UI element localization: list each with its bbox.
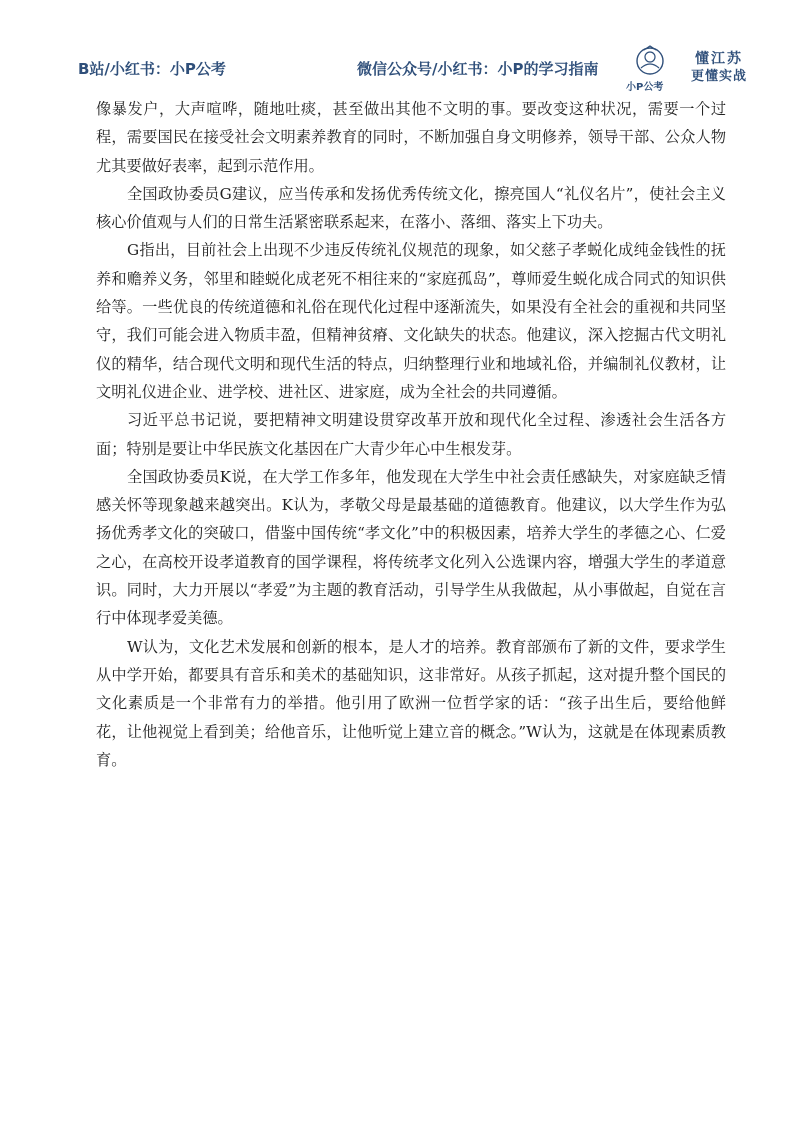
header-left-text: B站/小红书：小P公考 xyxy=(78,60,226,78)
page-header xyxy=(0,0,800,96)
brand-logo-icon xyxy=(626,44,674,92)
logo-graphic xyxy=(626,44,674,78)
paragraph-4: 习近平总书记说，要把精神文明建设贯穿改革开放和现代化全过程、渗透社会生活各方面；特别是要让中华民族文化基因在广大青少年心中生根发芽。 xyxy=(96,411,726,458)
paragraph-5: 全国政协委员K说，在大学工作多年，他发现在大学生中社会责任感缺失，对家庭缺乏情感关怀等现象越来越突出。K认为，孝敬父母是最基础的道德教育。他建议，以大学生作为弘扬优秀孝文化的突破口，借鉴中国传统“孝文化”中的积极因素，培养大学生的孝德之心、仁爱之心，在高校开设孝道教育的国学课程，将传统孝文化列入公选课内容，增强大学生的孝道意识。同时，大力开展以“孝爱”为主题的教育活动，引导学生从我做起，从小事做起，自觉在言行中体现孝爱美德。 xyxy=(96,467,726,628)
paragraph-3: G指出，目前社会上出现不少违反传统礼仪规范的现象，如父慈子孝蜕化成纯金钱性的抚养和赡养义务，邻里和睦蜕化成老死不相往来的“家庭孤岛”，尊师爱生蜕化成合同式的知识供给等。一些优良的传统道德和礼俗在现代化过程中逐渐流失，如果没有全社会的重视和共同坚守，我们可能会进入物质丰盈，但精神贫瘠、文化缺失的状态。他建议，深入挖掘古代文明礼仪的精华，结合现代文明和现代生活的特点，归纳整理行业和地域礼俗，并编制礼仪教材，让文明礼仪进企业、进学校、进社区、进家庭，成为全社会的共同遵循。 xyxy=(96,241,726,401)
slogan-line-2: 更懂实战 xyxy=(690,69,747,84)
logo-caption: 小P公考 xyxy=(626,82,664,93)
header-right-text: 微信公众号/小红书：小P的学习指南 xyxy=(357,60,599,78)
article-body xyxy=(96,95,726,774)
slogan-line-1: 懂江苏 xyxy=(695,51,743,67)
paragraph-1: 像暴发户，大声喧哗，随地吐痰，甚至做出其他不文明的事。要改变这种状况，需要一个过程，需要国民在接受社会文明素养教育的同时，不断加强自身文明修养，领导干部、公众人物尤其要做好表率，起到示范作用。 xyxy=(96,100,726,175)
paragraph-2: 全国政协委员G建议，应当传承和发扬优秀传统文化，擦亮国人“礼仪名片”，使社会主义核心价值观与人们的日常生活紧密联系起来，在落小、落细、落实上下功夫。 xyxy=(96,184,726,232)
slogan xyxy=(684,50,754,86)
paragraph-6: W认为，文化艺术发展和创新的根本，是人才的培养。教育部颁布了新的文件，要求学生从中学开始，都要具有音乐和美术的基础知识，这非常好。从孩子抓起，这对提升整个国民的文化素质是一个非常有力的举措。他引用了欧洲一位哲学家的话：“孩子出生后，要给他鲜花，让他视觉上看到美；给他音乐，让他听觉上建立音的概念。”W认为，这就是在体现素质教育。 xyxy=(96,637,726,769)
